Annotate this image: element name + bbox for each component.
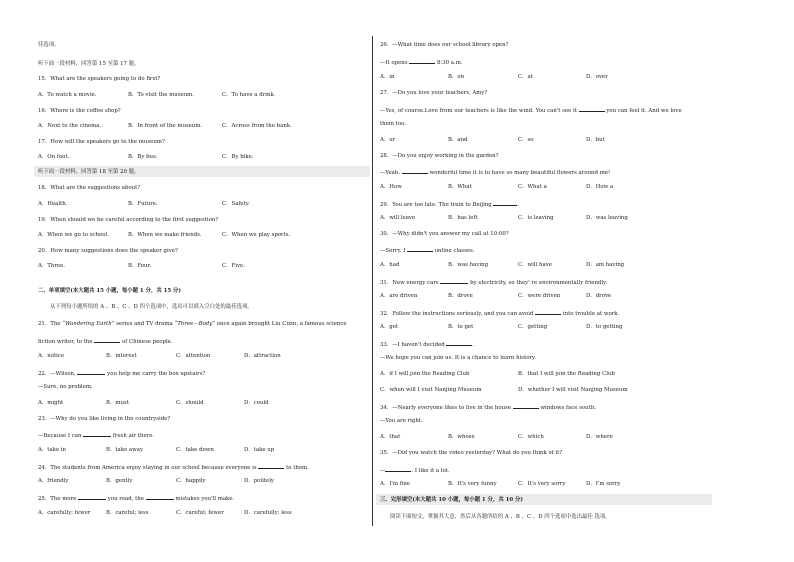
option-d[interactable]: D．I'm sorry — [586, 481, 621, 487]
option-c[interactable]: C．should — [176, 400, 204, 406]
question-30-line-2 — [380, 246, 475, 255]
question-26-line-2 — [380, 58, 463, 67]
option-d[interactable]: D．but — [586, 137, 605, 143]
option-c[interactable]: C．careful; fewer — [176, 510, 224, 516]
question-29-line — [380, 200, 519, 209]
option-c[interactable]: C．will have — [518, 262, 552, 268]
q33-post: . — [472, 342, 475, 348]
option-a[interactable]: A．When we go to school. — [38, 232, 109, 238]
option-b[interactable]: B．whose — [448, 434, 475, 440]
option-b[interactable]: B．Four. — [128, 263, 152, 269]
answer-blank[interactable] — [409, 58, 435, 64]
question-34-line-1 — [380, 403, 596, 412]
question-35-line-1: 35．—Did you watch the video yesterday? What do you think of it? — [380, 450, 563, 456]
option-d[interactable]: D．am having — [586, 262, 625, 268]
q31-pre: 31．New energy cars — [380, 280, 439, 286]
intro-tail: 佳选项。 — [38, 42, 60, 48]
question-28-line-1: 28．—Do you enjoy working in the garden? — [380, 153, 499, 159]
option-c[interactable]: C．were driven — [518, 293, 561, 299]
option-c[interactable]: C．when will I visit Nanjing Museum — [380, 387, 482, 393]
option-c[interactable]: C．take down — [176, 447, 214, 453]
option-a[interactable]: A．On foot. — [38, 154, 70, 160]
option-c[interactable]: C．which — [518, 434, 544, 440]
option-b[interactable]: B．It's very funny — [448, 481, 497, 487]
q30-pre: —Sorry. I — [380, 248, 406, 254]
question-23-line-2 — [38, 431, 154, 440]
option-b[interactable]: B．interest — [106, 353, 137, 359]
question-25-line — [38, 494, 234, 503]
option-c[interactable]: C．happily — [176, 478, 206, 484]
listening-instruction-18-20: 听下面一段材料，回答第 18 至第 20 题。 — [38, 169, 140, 175]
option-c[interactable]: C．so — [518, 137, 534, 143]
option-d[interactable]: D．whether I will visit Nanjing Museum — [518, 387, 628, 393]
option-a[interactable]: A．or — [380, 137, 396, 143]
option-d[interactable]: D．How a — [586, 184, 614, 190]
option-c[interactable]: C．Across from the bank. — [222, 123, 292, 129]
q21-title-1: Wandering Earth — [64, 321, 112, 327]
q31-post: by electricity, so they' re environmentally friendly. — [470, 280, 608, 286]
q23-post: fresh air there. — [112, 433, 155, 439]
answer-blank[interactable] — [446, 340, 475, 348]
question-18-stem: 18．What are the suggestions about? — [38, 185, 141, 191]
option-b[interactable]: B．on — [448, 74, 465, 80]
answer-blank[interactable] — [78, 494, 106, 500]
option-b[interactable]: B．To visit the museum. — [128, 92, 195, 98]
option-b[interactable]: B．take away — [106, 447, 143, 453]
answer-blank[interactable] — [146, 494, 174, 500]
answer-blank[interactable] — [535, 309, 561, 315]
option-d[interactable]: D．could — [244, 400, 269, 406]
q28-pre: —Yeah. — [380, 170, 401, 176]
option-c[interactable]: C．Safety. — [222, 201, 250, 207]
option-b[interactable]: B．was having — [448, 262, 489, 268]
question-15-stem: 15．What are the speakers going to do first? — [38, 76, 161, 82]
column-divider — [372, 36, 373, 526]
q25-mid: you read, the — [107, 496, 144, 502]
q29-pre: 29．You are too late. The train to Beijing — [380, 202, 492, 208]
q21-post: ” once again brought Liu Cixin, a famous science — [212, 321, 347, 327]
q24-post: to them. — [286, 465, 309, 471]
option-c[interactable]: C．What a — [518, 184, 547, 190]
q34-post: windows face south. — [540, 405, 597, 411]
option-a[interactable]: A．will leave — [380, 215, 416, 221]
option-d[interactable]: D．carefully; less — [244, 510, 292, 516]
listening-instruction-15-17: 听下面一段材料，回答第 15 至第 17 题。 — [38, 61, 140, 67]
answer-blank[interactable] — [440, 278, 468, 284]
q21-line2-post: of Chinese people. — [122, 339, 173, 345]
option-a[interactable]: A．Health. — [38, 201, 68, 207]
option-c[interactable]: C．at — [518, 74, 533, 80]
option-a[interactable]: A．Next to the cinema. — [38, 123, 102, 129]
question-21-line-1 — [38, 321, 347, 328]
question-20-stem: 20．How many suggestions does the speaker give? — [38, 248, 178, 254]
option-c[interactable]: C．attention — [176, 353, 211, 359]
answer-blank[interactable] — [402, 168, 428, 174]
option-b[interactable]: B．By bus. — [128, 154, 158, 160]
option-a[interactable]: A．notice — [38, 353, 65, 359]
option-c[interactable]: C．When we play sports. — [222, 232, 291, 238]
q24-pre: 24．The students from America enjoy staying in our school because everyone is — [38, 465, 257, 471]
q34-pre: 34．—Nearly everyone likes to live in the house — [380, 405, 511, 411]
answer-blank[interactable] — [579, 106, 605, 112]
q32-pre: 32．Follow the instructions seriously, and you can avoid — [380, 311, 534, 317]
option-a[interactable]: A．To watch a movie. — [38, 92, 97, 98]
option-b[interactable]: B．gently — [106, 478, 133, 484]
option-b[interactable]: B．to get — [448, 324, 474, 330]
question-22-line-2: —Sure, no problem. — [38, 384, 93, 390]
option-a[interactable]: A．I'm fine — [380, 481, 410, 487]
option-a[interactable]: A．in — [380, 74, 395, 80]
option-c[interactable]: C．is leaving — [518, 215, 554, 221]
option-a[interactable]: A．take in — [38, 447, 67, 453]
q21-line2-pre: fiction writer, to the — [38, 339, 93, 345]
q30-post: online classes. — [434, 248, 475, 254]
answer-blank[interactable] — [77, 369, 105, 375]
option-b[interactable]: B．When we make friends. — [128, 232, 202, 238]
question-19-stem: 19．When should we be careful according to the first suggestion? — [38, 217, 219, 223]
option-d[interactable]: D．over — [586, 74, 608, 80]
option-b[interactable]: B．In front of the museum. — [128, 123, 203, 129]
answer-blank[interactable] — [83, 431, 111, 437]
q21-title-2: Three—Body — [177, 321, 213, 327]
answer-blank[interactable] — [493, 200, 520, 208]
q23-pre: —Because I can — [38, 433, 82, 439]
option-b[interactable]: B．and — [448, 137, 468, 143]
option-c[interactable]: C．Five. — [222, 263, 245, 269]
question-22-line-1 — [38, 369, 205, 378]
option-a[interactable]: A．friendly — [38, 478, 69, 484]
question-27-line-1: 27．—Do you love your teachers, Amy? — [380, 90, 488, 96]
q22-post: you help me carry the box upstairs? — [107, 371, 206, 377]
question-28-line-2 — [380, 168, 610, 177]
option-b[interactable]: B．careful; less — [106, 510, 149, 516]
option-a[interactable]: A．get — [380, 324, 399, 330]
q33-pre: 33．—I haven't decided — [380, 342, 445, 348]
q25-post: mistakes you'll make. — [175, 496, 235, 502]
q27-pre: —Yes, of course.Love from our teachers is like the wind. You can't see it — [380, 108, 577, 114]
option-c[interactable]: C．By bike. — [222, 154, 254, 160]
q27-post: you can feel it. And we love — [606, 108, 682, 114]
option-d[interactable]: D．where — [586, 434, 613, 440]
q22-pre: 22．—Wilson, — [38, 371, 76, 377]
option-a[interactable]: A．if I will join the Reading Club — [380, 371, 470, 377]
answer-blank[interactable] — [94, 337, 120, 343]
option-a[interactable]: A．Three. — [38, 263, 66, 269]
option-d[interactable]: D．to getting — [586, 324, 623, 330]
answer-blank[interactable] — [258, 463, 284, 469]
option-d[interactable]: D．drove — [586, 293, 612, 299]
option-c[interactable]: C．getting — [518, 324, 548, 330]
section-2-title: 二、单项填空(本大题共 15 小题，每小题 1 分，共 15 分) — [38, 288, 181, 294]
option-b[interactable]: B．What — [448, 184, 472, 190]
question-16-stem: 16．Where is the coffee shop? — [38, 108, 121, 114]
q21-mid: ” series and TV drama “ — [111, 321, 178, 327]
option-b[interactable]: B．drove — [448, 293, 473, 299]
question-31-line — [380, 278, 607, 287]
answer-blank[interactable] — [385, 466, 411, 472]
question-32-line — [380, 309, 619, 318]
q28-post: wonderful time it is to have so many beautiful flowers around me! — [429, 170, 611, 176]
question-30-line-1: 30．—Why didn't you answer my call at 10:00? — [380, 231, 509, 237]
question-24-line — [38, 463, 309, 472]
q29-post: . — [517, 202, 520, 208]
option-b[interactable]: B．has left — [448, 215, 478, 221]
option-d[interactable]: D．take up — [244, 447, 275, 453]
q35-post: . I like it a lot. — [411, 468, 450, 474]
option-d[interactable]: D．was leaving — [586, 215, 628, 221]
q35-pre: — — [380, 468, 386, 474]
q25-pre: 25．The more — [38, 496, 77, 502]
option-a[interactable]: A．are driven — [380, 293, 418, 299]
question-23-line-1: 23．—Why do you like living in the countryside? — [38, 416, 171, 422]
section-3-instruction: 阅读下面短文，掌握其大意，然后从各题所给的 A 、B 、C 、D 四个选项中选出最佳 选项。 — [390, 514, 611, 520]
option-b[interactable]: B．must — [106, 400, 129, 406]
question-27-line-2 — [380, 106, 682, 115]
option-c[interactable]: C．To have a drink. — [222, 92, 276, 98]
option-b[interactable]: B．Future. — [128, 201, 158, 207]
section-3-title: 三、完形填空(本大题共 10 小题，每小题 1 分，共 10 分) — [380, 497, 523, 503]
option-a[interactable]: A．had — [380, 262, 400, 268]
option-b[interactable]: B．that I will join the Reading Club — [518, 371, 615, 377]
option-d[interactable]: D．politely — [244, 478, 274, 484]
option-d[interactable]: D．attraction — [244, 353, 281, 359]
option-c[interactable]: C．It's very sorry — [518, 481, 566, 487]
question-26-line-1: 26．—What time does our school library open? — [380, 42, 509, 48]
q32-post: into trouble at work. — [562, 311, 620, 317]
question-21-line-2 — [38, 337, 173, 346]
question-33-line-1 — [380, 340, 474, 349]
question-33-line-2: —We hope you can join us. It is a chance to learn history. — [380, 355, 537, 361]
option-a[interactable]: A．How — [380, 184, 402, 190]
answer-blank[interactable] — [513, 403, 539, 409]
option-a[interactable]: A．might — [38, 400, 64, 406]
question-17-stem: 17．How will the speakers go to the museum? — [38, 139, 165, 145]
option-a[interactable]: A．carefully; fewer — [38, 510, 91, 516]
q26-pre: —It opens — [380, 60, 408, 66]
question-27-line-3: them too. — [380, 121, 406, 127]
section-2-instruction: 从下列每小题所给的 A 、B 、C 、D 四个选项中，选出可以填入空白处的最佳选项。 — [50, 304, 253, 310]
option-a[interactable]: A．that — [380, 434, 401, 440]
answer-blank[interactable] — [407, 246, 433, 252]
question-34-line-2: —You are right. — [380, 418, 423, 424]
q26-post: 8:30 a.m. — [436, 60, 463, 66]
q21-pre: 21．The “ — [38, 321, 65, 327]
question-35-line-2 — [380, 466, 450, 475]
